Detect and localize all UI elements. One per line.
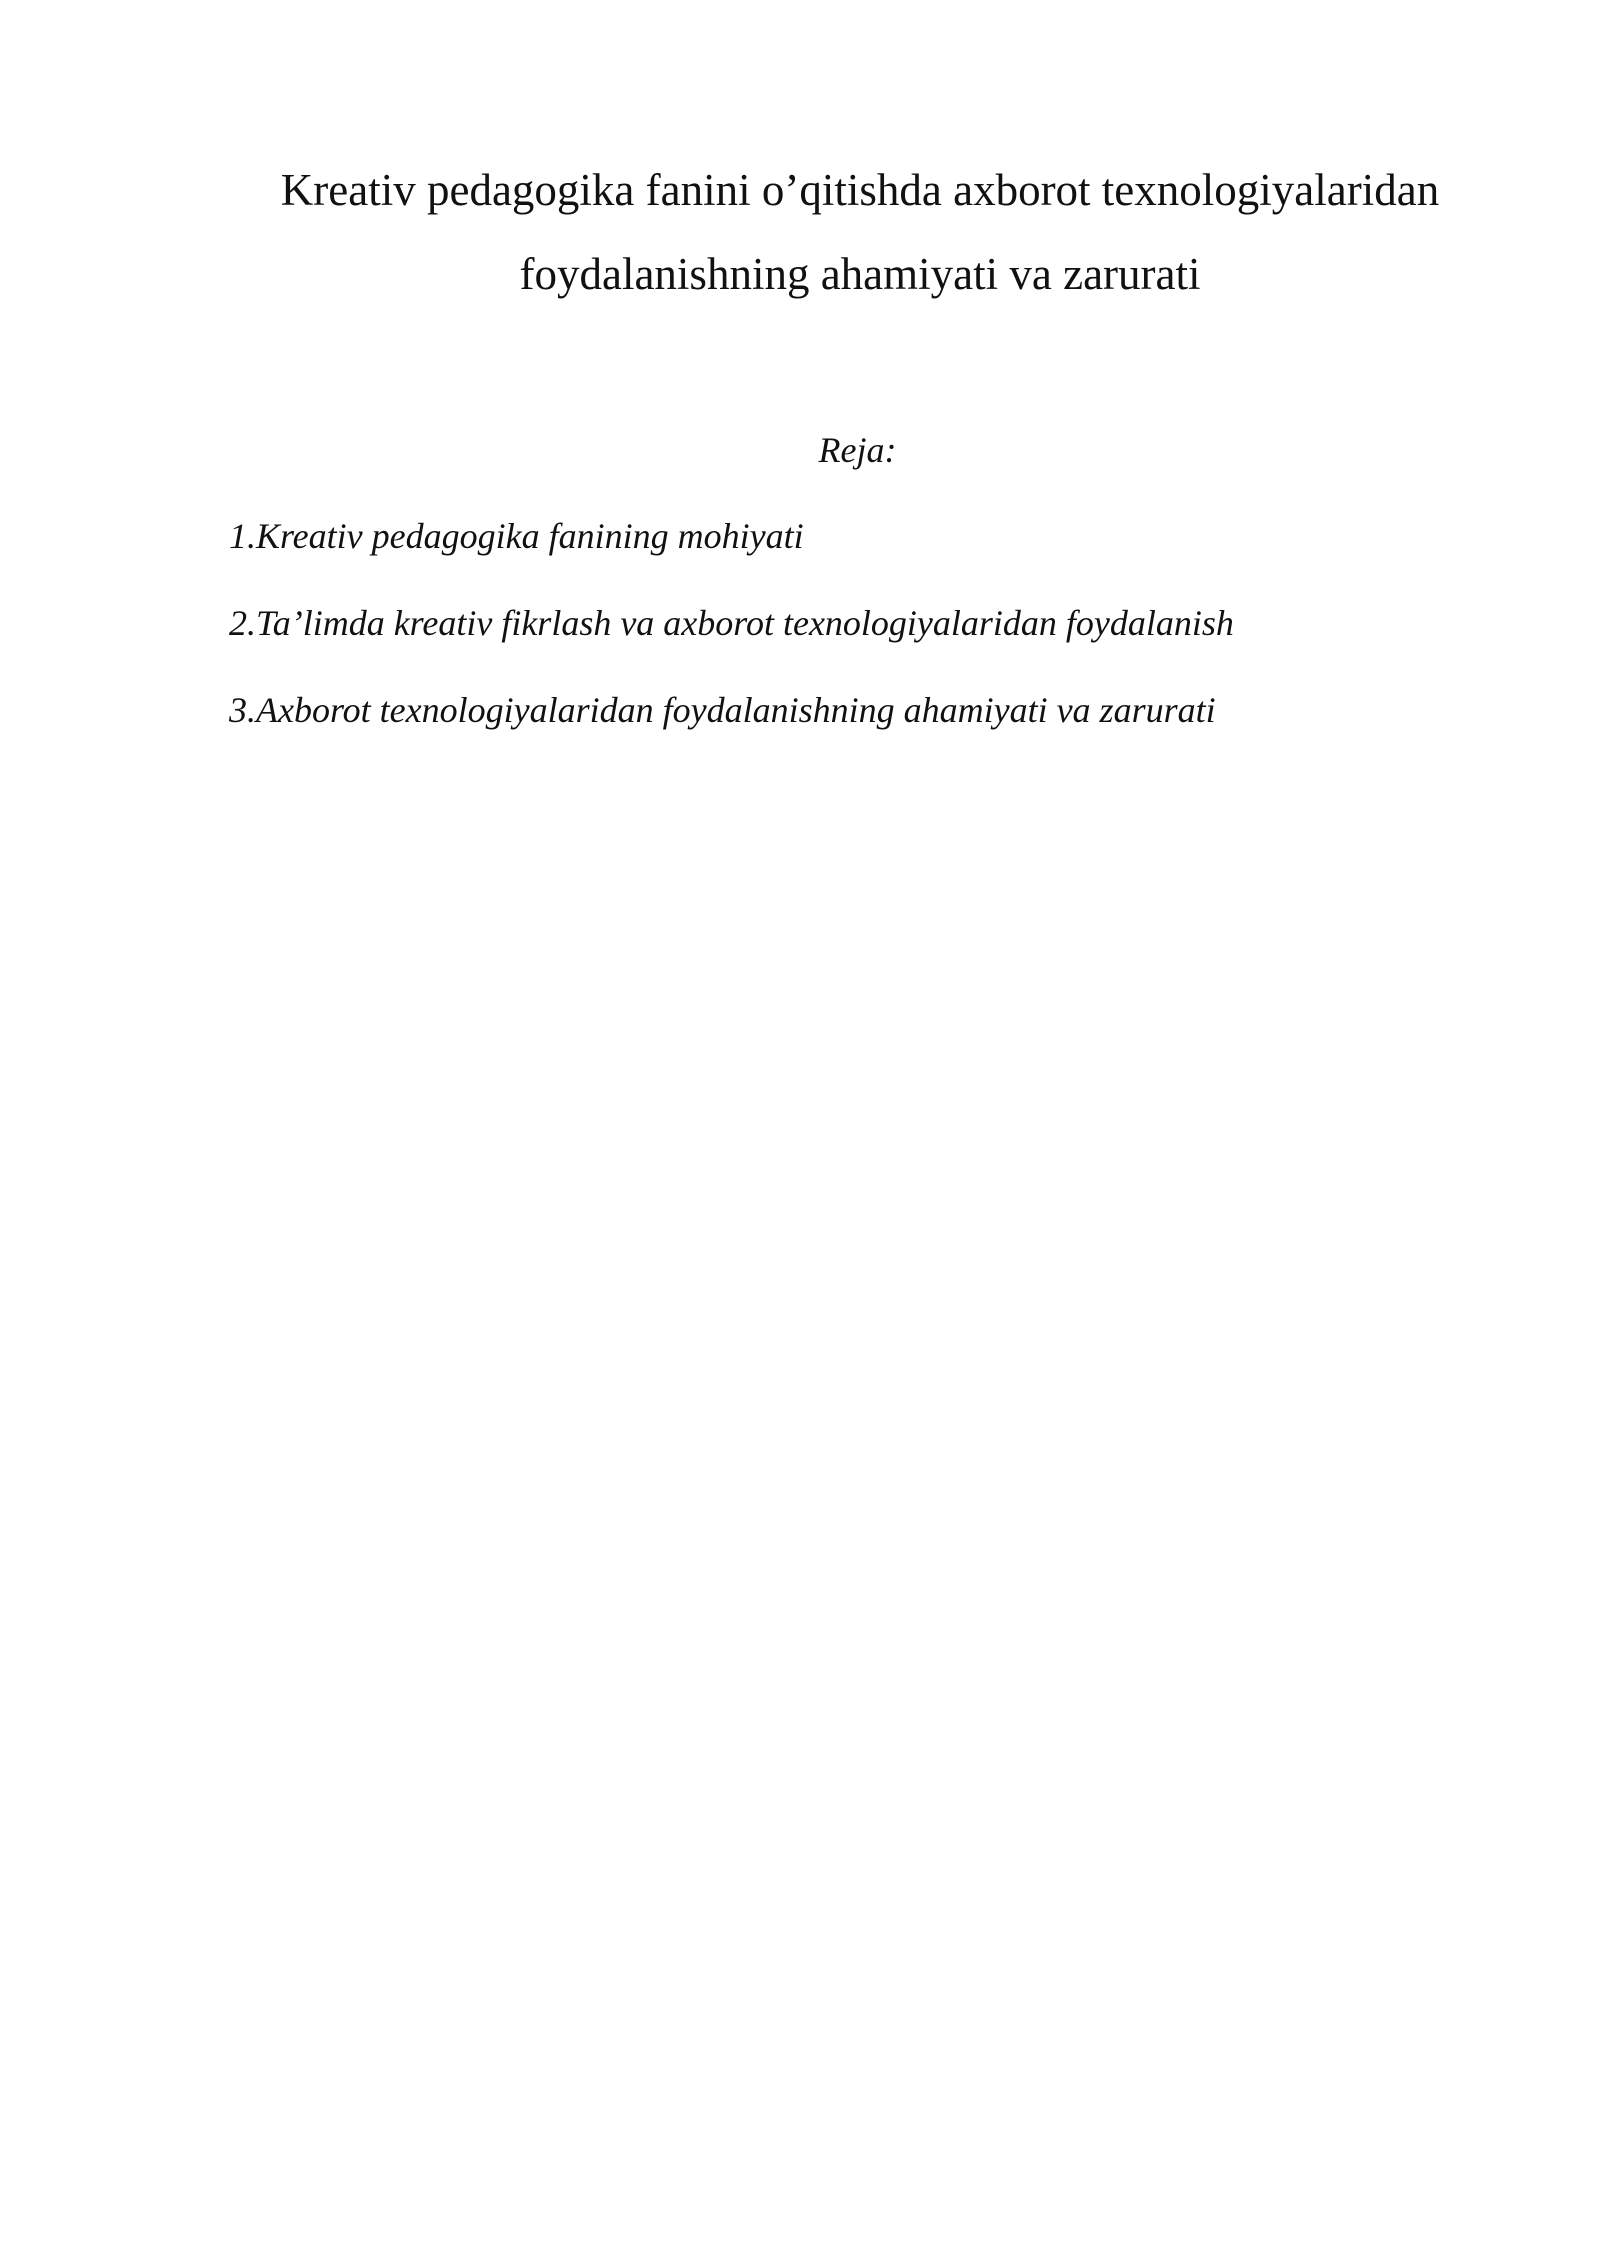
document-title bbox=[200, 148, 1520, 316]
plan-heading: Reja: bbox=[818, 430, 897, 470]
plan-item: 1.Kreativ pedagogika fanining mohiyati bbox=[229, 516, 804, 556]
title-line-1: Kreativ pedagogika fanini o’qitishda axborot texnologiyalaridan bbox=[280, 165, 1440, 215]
title-line-2: foydalanishning ahamiyati va zarurati bbox=[519, 249, 1201, 299]
plan-list bbox=[229, 512, 1234, 773]
plan-item: 2.Ta’limda kreativ fikrlash va axborot texnologiyalaridan foydalanish bbox=[229, 603, 1234, 643]
plan-item: 3.Axborot texnologiyalaridan foydalanishning ahamiyati va zarurati bbox=[229, 690, 1216, 730]
